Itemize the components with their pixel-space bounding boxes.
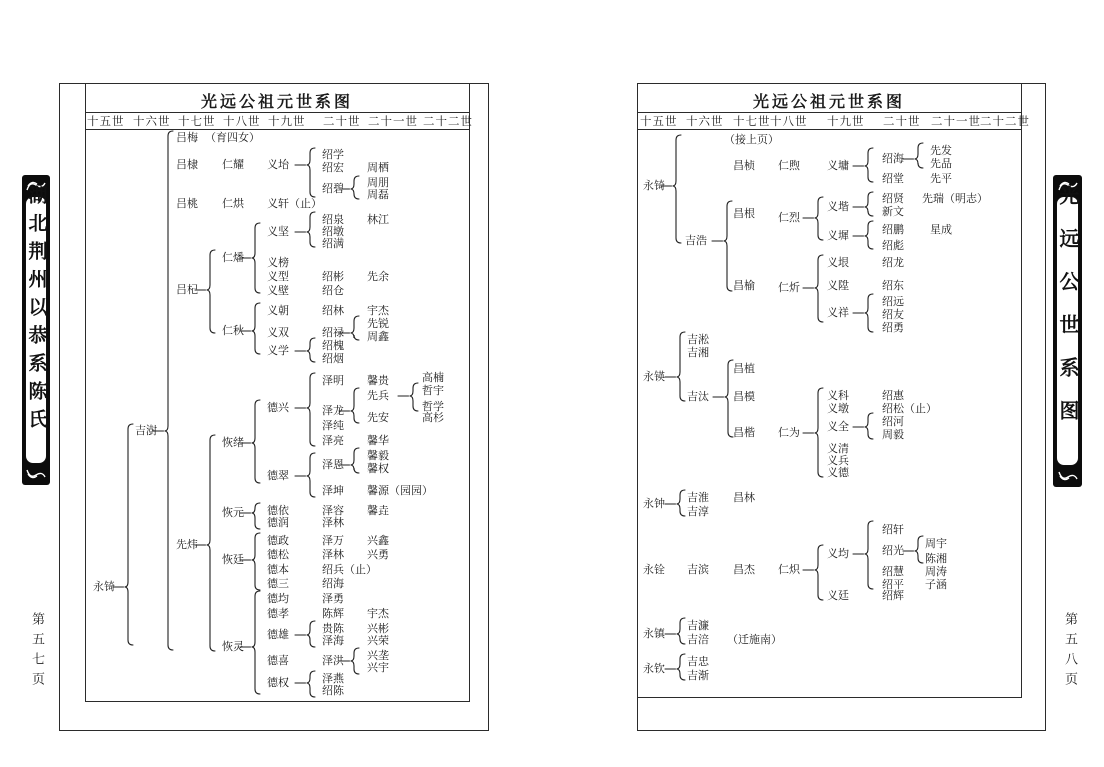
person-node: 德依: [267, 505, 289, 517]
person-node: 绍碧: [322, 183, 344, 195]
annotation: （迁施南）: [727, 634, 782, 646]
person-node: 仁秋: [222, 325, 244, 337]
generation-header: 二十世: [883, 115, 921, 128]
person-node: 先安: [367, 412, 389, 424]
person-node: 泽坤: [322, 485, 344, 497]
person-node: 德本: [267, 564, 289, 576]
person-node: 绍轩: [882, 524, 904, 536]
person-node: 德润: [267, 517, 289, 529]
generation-header: 二十二世: [423, 115, 473, 128]
person-node: 绍松（止）: [882, 403, 937, 415]
person-node: 周涛: [925, 566, 947, 578]
person-node: 先兵: [367, 390, 389, 402]
person-node: 义陞: [827, 280, 849, 292]
person-node: 吉汰: [687, 391, 709, 403]
person-node: 先余: [367, 271, 389, 283]
person-node: 绍光: [882, 545, 904, 557]
person-node: 周毅: [882, 429, 904, 441]
person-node: 泽勇: [322, 593, 344, 605]
spine-banner-right: [1053, 175, 1082, 487]
person-node: 吉濂: [687, 620, 709, 632]
person-node: 泽洪: [322, 655, 344, 667]
person-node: 绍龙: [882, 257, 904, 269]
person-node: 兴荣: [367, 635, 389, 647]
person-node: 义学: [267, 345, 289, 357]
person-node: 义垠: [827, 257, 849, 269]
person-node: 绍堂: [882, 173, 904, 185]
person-node: 义堦: [827, 201, 849, 213]
person-node: 仁为: [778, 427, 800, 439]
person-node: 永锳: [643, 371, 665, 383]
person-node: 永锜: [643, 180, 665, 192]
person-node: 仁耀: [222, 159, 244, 171]
person-node: 绍学: [322, 149, 344, 161]
person-node: 绍林: [322, 305, 344, 317]
person-node: 恢元: [222, 507, 244, 519]
person-node: 义朝: [267, 305, 289, 317]
person-node: 绍勇: [882, 322, 904, 334]
person-node: 绍海: [882, 153, 904, 165]
generation-header: 十六世: [686, 115, 724, 128]
person-node: 高杉: [422, 412, 444, 424]
person-node: 馨华: [367, 435, 389, 447]
person-node: 义清: [827, 443, 849, 455]
person-node: 绍东: [882, 280, 904, 292]
person-node: 贵陈: [322, 623, 344, 635]
person-node: 陈辉: [322, 608, 344, 620]
person-node: 周栖: [367, 162, 389, 174]
person-node: 昌植: [733, 363, 755, 375]
person-node: 仁煦: [778, 160, 800, 172]
person-node: 绍惠: [882, 390, 904, 402]
person-node: 恢灵: [222, 641, 244, 653]
person-node: 绍陈: [322, 685, 344, 697]
generation-header: 二十二世: [980, 115, 1030, 128]
person-node: 义墉: [827, 160, 849, 172]
scroll-ornament-icon: [24, 465, 48, 483]
person-node: 陈湘: [925, 553, 947, 565]
person-node: 子涵: [925, 579, 947, 591]
person-node: 义科: [827, 390, 849, 402]
person-node: 绍河: [882, 416, 904, 428]
person-node: 吉浩: [685, 235, 707, 247]
person-node: 义型: [267, 271, 289, 283]
person-node: 泽海: [322, 635, 344, 647]
person-node: 德翠: [267, 470, 289, 482]
person-node: 兴鑫: [367, 535, 389, 547]
person-node: 吕桃: [176, 198, 198, 210]
person-node: 绍辉: [882, 590, 904, 602]
person-node: 永钦: [643, 663, 665, 675]
person-node: 仁燔: [222, 252, 244, 264]
person-node: 绍慧: [882, 566, 904, 578]
person-node: 先炜: [176, 539, 198, 551]
person-node: 新文: [882, 206, 904, 218]
person-node: 泽龙: [322, 405, 344, 417]
person-node: 昌杰: [733, 564, 755, 576]
person-node: 周朋: [367, 177, 389, 189]
person-node: 昌根: [733, 208, 755, 220]
person-node: 泽林: [322, 517, 344, 529]
person-node: 周宇: [925, 538, 947, 550]
person-node: 义全: [827, 421, 849, 433]
person-node: 义双: [267, 327, 289, 339]
person-node: 泽明: [322, 375, 344, 387]
person-node: 吉淳: [687, 506, 709, 518]
person-node: 绍仓: [322, 285, 344, 297]
person-node: 永镇: [643, 628, 665, 640]
person-node: 义坮: [267, 159, 289, 171]
person-node: 先瑞（明志）: [922, 193, 988, 205]
person-node: 义德: [827, 467, 849, 479]
spine-title-left: 湖北荆州以恭系陈氏: [25, 185, 47, 437]
person-node: 绍泉: [322, 214, 344, 226]
person-node: 绍墩: [322, 226, 344, 238]
person-node: 馨毅: [367, 450, 389, 462]
person-node: 宇杰: [367, 305, 389, 317]
annotation: （育四女）: [205, 132, 260, 144]
page-number-left: 第五七页: [30, 612, 45, 692]
person-node: 兴勇: [367, 549, 389, 561]
person-node: 昌榆: [733, 280, 755, 292]
person-node: 义均: [827, 548, 849, 560]
person-node: 吉淮: [687, 492, 709, 504]
generation-header: 十五世: [640, 115, 678, 128]
chart-title-left: 光远公祖元世系图: [200, 94, 354, 111]
person-node: 绍友: [882, 309, 904, 321]
person-node: 哲学: [422, 401, 444, 413]
person-node: 先平: [930, 173, 952, 185]
person-node: 德雄: [267, 629, 289, 641]
annotation: （接上页）: [724, 134, 779, 146]
person-node: 绍鹏: [882, 224, 904, 236]
generation-header: 二十一世: [368, 115, 418, 128]
person-node: 永铨: [643, 564, 665, 576]
person-node: 林江: [367, 214, 389, 226]
person-node: 先品: [930, 158, 952, 170]
person-node: 义墀: [827, 230, 849, 242]
person-node: 德三: [267, 578, 289, 590]
person-node: 周磊: [367, 189, 389, 201]
person-node: 昌桢: [733, 160, 755, 172]
person-node: 吉湘: [687, 347, 709, 359]
person-node: 泽燕: [322, 673, 344, 685]
person-node: 馨源（园园）: [367, 485, 433, 497]
person-node: 昌楷: [733, 427, 755, 439]
generation-header: 二十世: [323, 115, 361, 128]
person-node: 德喜: [267, 655, 289, 667]
person-node: 泽容: [322, 505, 344, 517]
person-node: 馨贵: [367, 375, 389, 387]
person-node: 德政: [267, 535, 289, 547]
person-node: 兴彬: [367, 623, 389, 635]
person-node: 绍贤: [882, 193, 904, 205]
person-node: 仁烈: [778, 212, 800, 224]
person-node: 泽恩: [322, 459, 344, 471]
person-node: 仁炽: [778, 564, 800, 576]
person-node: 泽亮: [322, 435, 344, 447]
person-node: 义兵: [827, 455, 849, 467]
generation-header: 十七世: [733, 115, 771, 128]
generation-header: 十五世: [87, 115, 125, 128]
person-node: 馨权: [367, 463, 389, 475]
person-node: 永锜: [93, 581, 115, 593]
person-node: 兴宇: [367, 662, 389, 674]
generation-header: 二十一世: [931, 115, 981, 128]
person-node: 绍海: [322, 578, 344, 590]
person-node: 永钟: [643, 498, 665, 510]
person-node: 吉淞: [687, 334, 709, 346]
person-node: 德兴: [267, 402, 289, 414]
person-node: 德均: [267, 593, 289, 605]
person-node: 绍彬: [322, 271, 344, 283]
person-node: 绍宏: [322, 162, 344, 174]
chart-title-right: 光远公祖元世系图: [752, 94, 906, 111]
person-node: 义墩: [827, 403, 849, 415]
person-node: 恢廷: [222, 554, 244, 566]
person-node: 绍平: [882, 579, 904, 591]
person-node: 馨垚: [367, 505, 389, 517]
person-node: 兴垄: [367, 650, 389, 662]
person-node: 泽万: [322, 535, 344, 547]
person-node: 义壁: [267, 285, 289, 297]
person-node: 先锐: [367, 318, 389, 330]
person-node: 宇杰: [367, 608, 389, 620]
person-node: 吕梅: [176, 132, 198, 144]
person-node: 吉忠: [687, 656, 709, 668]
person-node: 德松: [267, 549, 289, 561]
person-node: 仁炘: [778, 282, 800, 294]
generation-header: 十八世: [770, 115, 808, 128]
person-node: 吉涪: [687, 634, 709, 646]
person-node: 泽林: [322, 549, 344, 561]
person-node: 星成: [930, 224, 952, 236]
spine-banner-left: [22, 175, 50, 485]
person-node: 高楠: [422, 372, 444, 384]
scroll-ornament-icon: [1056, 467, 1080, 485]
person-node: 绍兵（止）: [322, 564, 377, 576]
person-node: 绍远: [882, 296, 904, 308]
person-node: 昌林: [733, 492, 755, 504]
generation-header: 十九世: [268, 115, 306, 128]
person-node: 绍彪: [882, 240, 904, 252]
person-node: 吉渐: [687, 670, 709, 682]
person-node: 义轩（止）: [267, 198, 322, 210]
person-node: 义廷: [827, 590, 849, 602]
person-node: 吉滨: [687, 564, 709, 576]
person-node: 绍满: [322, 238, 344, 250]
person-node: 恢绪: [222, 437, 244, 449]
person-node: 义坚: [267, 226, 289, 238]
person-node: 昌模: [733, 391, 755, 403]
spine-title-right: 光远公世系图: [1056, 185, 1078, 443]
page-number-right: 第五八页: [1063, 612, 1078, 692]
person-node: 绍禄: [322, 327, 344, 339]
person-node: 仁烘: [222, 198, 244, 210]
person-node: 吕杞: [176, 284, 198, 296]
person-node: 绍槐: [322, 340, 344, 352]
person-node: 义榜: [267, 257, 289, 269]
generation-header: 十八世: [223, 115, 261, 128]
person-node: 周鑫: [367, 331, 389, 343]
generation-header: 十七世: [178, 115, 216, 128]
person-node: 义祥: [827, 307, 849, 319]
generation-header: 十六世: [133, 115, 171, 128]
person-node: 吉澍: [135, 425, 157, 437]
person-node: 德权: [267, 677, 289, 689]
person-node: 泽纯: [322, 420, 344, 432]
person-node: 德孝: [267, 608, 289, 620]
person-node: 吕棣: [176, 159, 198, 171]
person-node: 哲宇: [422, 385, 444, 397]
person-node: 先发: [930, 145, 952, 157]
generation-header: 十九世: [827, 115, 865, 128]
person-node: 绍烟: [322, 353, 344, 365]
